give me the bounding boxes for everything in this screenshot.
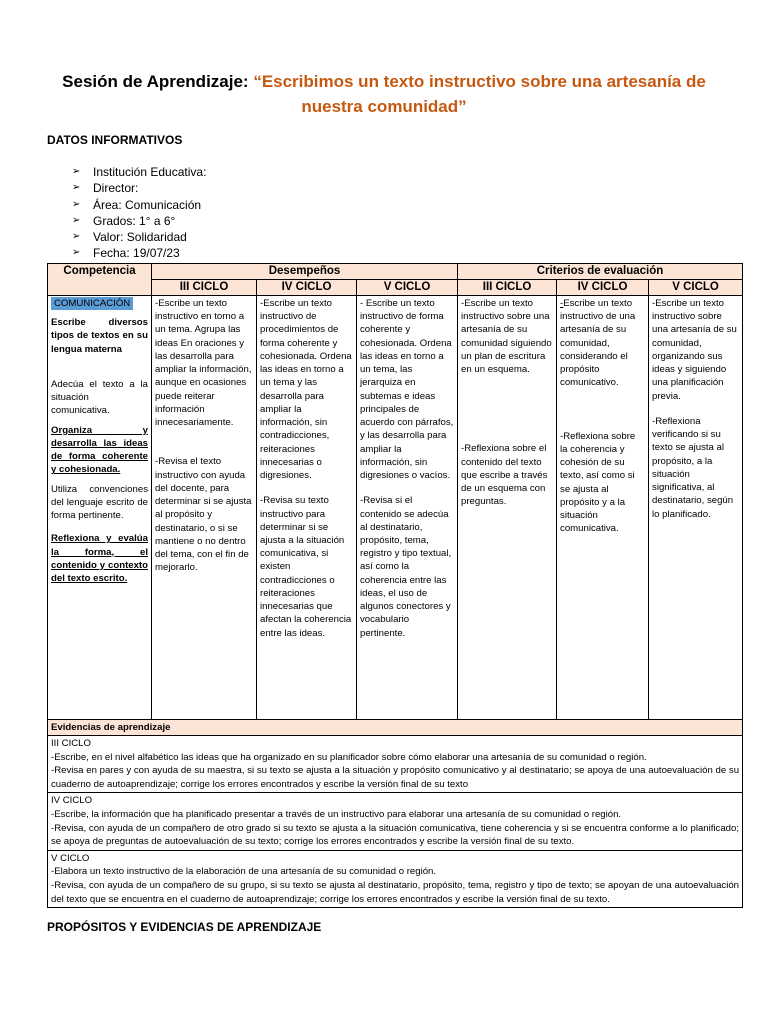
capacidad-1: Adecúa el texto a la situación comunicativa. [51,378,148,417]
capacidad-2: Organiza y desarrolla las ideas de forma coherente y cohesionada. [51,424,148,476]
arrow-bullet-icon: ➢ [72,166,81,177]
header-criterios: Criterios de evaluación [458,264,743,280]
datos-item-area: Área: Comunicación [93,197,202,212]
evidencias-iv-1: -Escribe, la información que ha planificado presentar a través de un instructivo para elaborar una artesanía de su comunidad o región. [51,808,622,820]
arrow-bullet-icon: ➢ [72,247,81,259]
evidencias-v-cell [48,850,743,907]
evidencias-v-1: -Elabora un texto instructivo de la elaboración de una artesanía de su comunidad o región. [51,866,437,878]
planning-table [47,263,743,908]
list-item [72,164,206,180]
competencia-name: Escribe diversos tipos de textos en su lengua materna [51,317,148,355]
datos-item-grados: Grados: 1° a 6° [93,213,176,228]
list-item [72,245,206,261]
page-title-line-1 [0,72,768,92]
criterio-v-cell [649,296,743,720]
list-item [72,197,206,213]
criterio-iv-cell [557,296,649,720]
arrow-bullet-icon: ➢ [72,231,81,243]
criterio-iv-a-text: Escribe un texto instructivo de una artesanía de su comunidad, considerando el propósito comunicativo. [560,298,636,389]
header-desempenos-iv: IV CICLO [257,280,357,296]
page-title-line-2 [0,97,768,117]
datos-item-fecha: Fecha: 19/07/23 [93,246,180,261]
header-criterios-iii: III CICLO [458,280,557,296]
header-desempenos-v: V CICLO [357,280,458,296]
header-desempenos-iii: III CICLO [152,280,257,296]
list-item [72,229,206,245]
datos-item-director: Director: [93,181,139,196]
desempeno-v-b: -Revisa si el contenido se adecúa al destinatario, propósito, tema, registro y tipo textual, así como la coherencia entre las ideas, el uso de algunos conectores y vocabulario pertinente. [360,495,452,639]
desempeno-iv-a: -Escribe un texto instructivo de procedimientos de forma coherente y cohesionada. Ordena las ideas en torno a un tema y las desarrolla para ampliar la información, sin contradicciones, reiteraciones innecesarias o digresiones. [260,298,352,482]
evidencias-iii-1: -Escribe, en el nivel alfabético las ideas que ha organizado en su planificador sobre cómo elaborar una artesanía de su comunidad o región. [51,751,647,763]
datos-item-valor: Valor: Solidaridad [93,230,187,245]
desempeno-iv-b: -Revisa su texto instructivo para determinar si se ajusta a la situación comunicativa, si existen contradicciones o reiteraciones innecesarias que afectan la coherencia entre las ideas. [260,495,352,639]
evidencias-v-label: V CICLO [51,852,90,864]
desempeno-v-cell [357,296,458,720]
evidencias-iii-label: III CICLO [51,738,91,749]
capacidad-3: Utiliza convenciones del lenguaje escrito de forma pertinente. [51,483,148,522]
desempeno-iii-cell [152,296,257,720]
evidencias-iv-2: -Revisa, con ayuda de un compañero de otro grado si su texto se ajusta a la situación comunicativa, tiene coherencia y si se encuentra conforme a lo planificado; se apoya de preguntas de autoevaluación de su texto; corrige los errores encontrados y escribe la versión final de su texto. [51,822,740,848]
evidencias-heading: Evidencias de aprendizaje [48,720,743,736]
arrow-bullet-icon: ➢ [72,214,81,226]
arrow-bullet-icon: ➢ [72,182,81,194]
title-quote-2: nuestra comunidad” [301,97,467,116]
criterio-iv-b: -Reflexiona sobre la coherencia y cohesión de su texto, así como si se ajusta al propósito y a la situación comunicativa. [560,430,636,535]
criterio-iii-b: -Reflexiona sobre el contenido del texto que escribe a través de un esquema con preguntas. [461,443,548,508]
comunicacion-tag: COMUNICACIÓN [51,297,133,310]
title-quote-1: “Escribimos un texto instructivo sobre una artesanía de [253,72,706,91]
evidencias-iii-2: -Revisa en pares y con ayuda de su maestra, si su texto se ajusta a la situación y propósito comunicativo y al destinatario; se apoya de una autoevaluación de su cuaderno de autoaprendizaje; corrige los errores encontrados y escribe la versión final de su texto [51,765,740,790]
criterio-v-b: -Reflexiona verificando si su texto se ajusta al propósito, a la situación significativa, al destinatario, según lo planificado. [652,415,734,520]
header-desempenos: Desempeños [152,264,458,280]
criterio-v-a: -Escribe un texto instructivo sobre una artesanía de su comunidad, organizando sus ideas y siguiendo una planificación previa. [652,298,737,402]
desempeno-iii-b: -Revisa el texto instructivo con ayuda del docente, para determinar si se ajusta al propósito y destinatario, o si se mantiene o no dentro del tema, con el fin de mejorarlo. [155,456,252,574]
capacidad-4: Reflexiona y evalúa la forma, el contenido y contexto del texto escrito. [51,533,148,584]
header-competencia: Competencia [48,264,152,296]
desempeno-v-a: - Escribe un texto instructivo de forma coherente y cohesionada. Ordena las ideas en torno a un tema, las jerarquiza en subtemas e ideas principales de acuerdo con párrafos, y las desarrolla para ampliar la información, sin digresiones o vacíos. [360,298,454,482]
header-criterios-v: V CICLO [649,280,743,296]
datos-heading: DATOS INFORMATIVOS [47,133,183,147]
competencia-cell [48,296,152,720]
criterio-iii-cell [458,296,557,720]
datos-item-institucion: Institución Educativa: [93,165,207,179]
title-lead: Sesión de Aprendizaje: [62,72,254,91]
evidencias-iii-cell [48,736,743,793]
evidencias-iv-cell [48,793,743,850]
propositos-heading: PROPÓSITOS Y EVIDENCIAS DE APRENDIZAJE [47,920,322,934]
datos-list [72,164,206,262]
desempeno-iii-a: -Escribe un texto instructivo en torno a un tema. Agrupa las ideas En oraciones y las desarrolla para ampliar la información, aunque en ocasiones puede reiterar información innecesariamente. [155,298,252,429]
criterio-iv-dash: - [560,298,564,309]
evidencias-iv-label: IV CICLO [51,795,93,807]
desempeno-iv-cell [257,296,357,720]
arrow-bullet-icon: ➢ [72,198,81,210]
criterio-iii-a: -Escribe un texto instructivo sobre una artesanía de su comunidad siguiendo un plan de escritura en un esquema. [461,298,552,376]
evidencias-v-2: -Revisa, con ayuda de un compañero de su grupo, si su texto se ajusta al destinatario, propósito, tema, registro y tipo de texto; se apoyan de una autoevaluación del texto que se encuentra en el cuaderno de autoaprendizaje; corrige los errores encontrados y escribe la versión final de su texto. [51,879,740,905]
criterio-iv-a [560,297,645,390]
list-item [72,213,206,229]
list-item [72,180,206,196]
header-criterios-iv: IV CICLO [557,280,649,296]
